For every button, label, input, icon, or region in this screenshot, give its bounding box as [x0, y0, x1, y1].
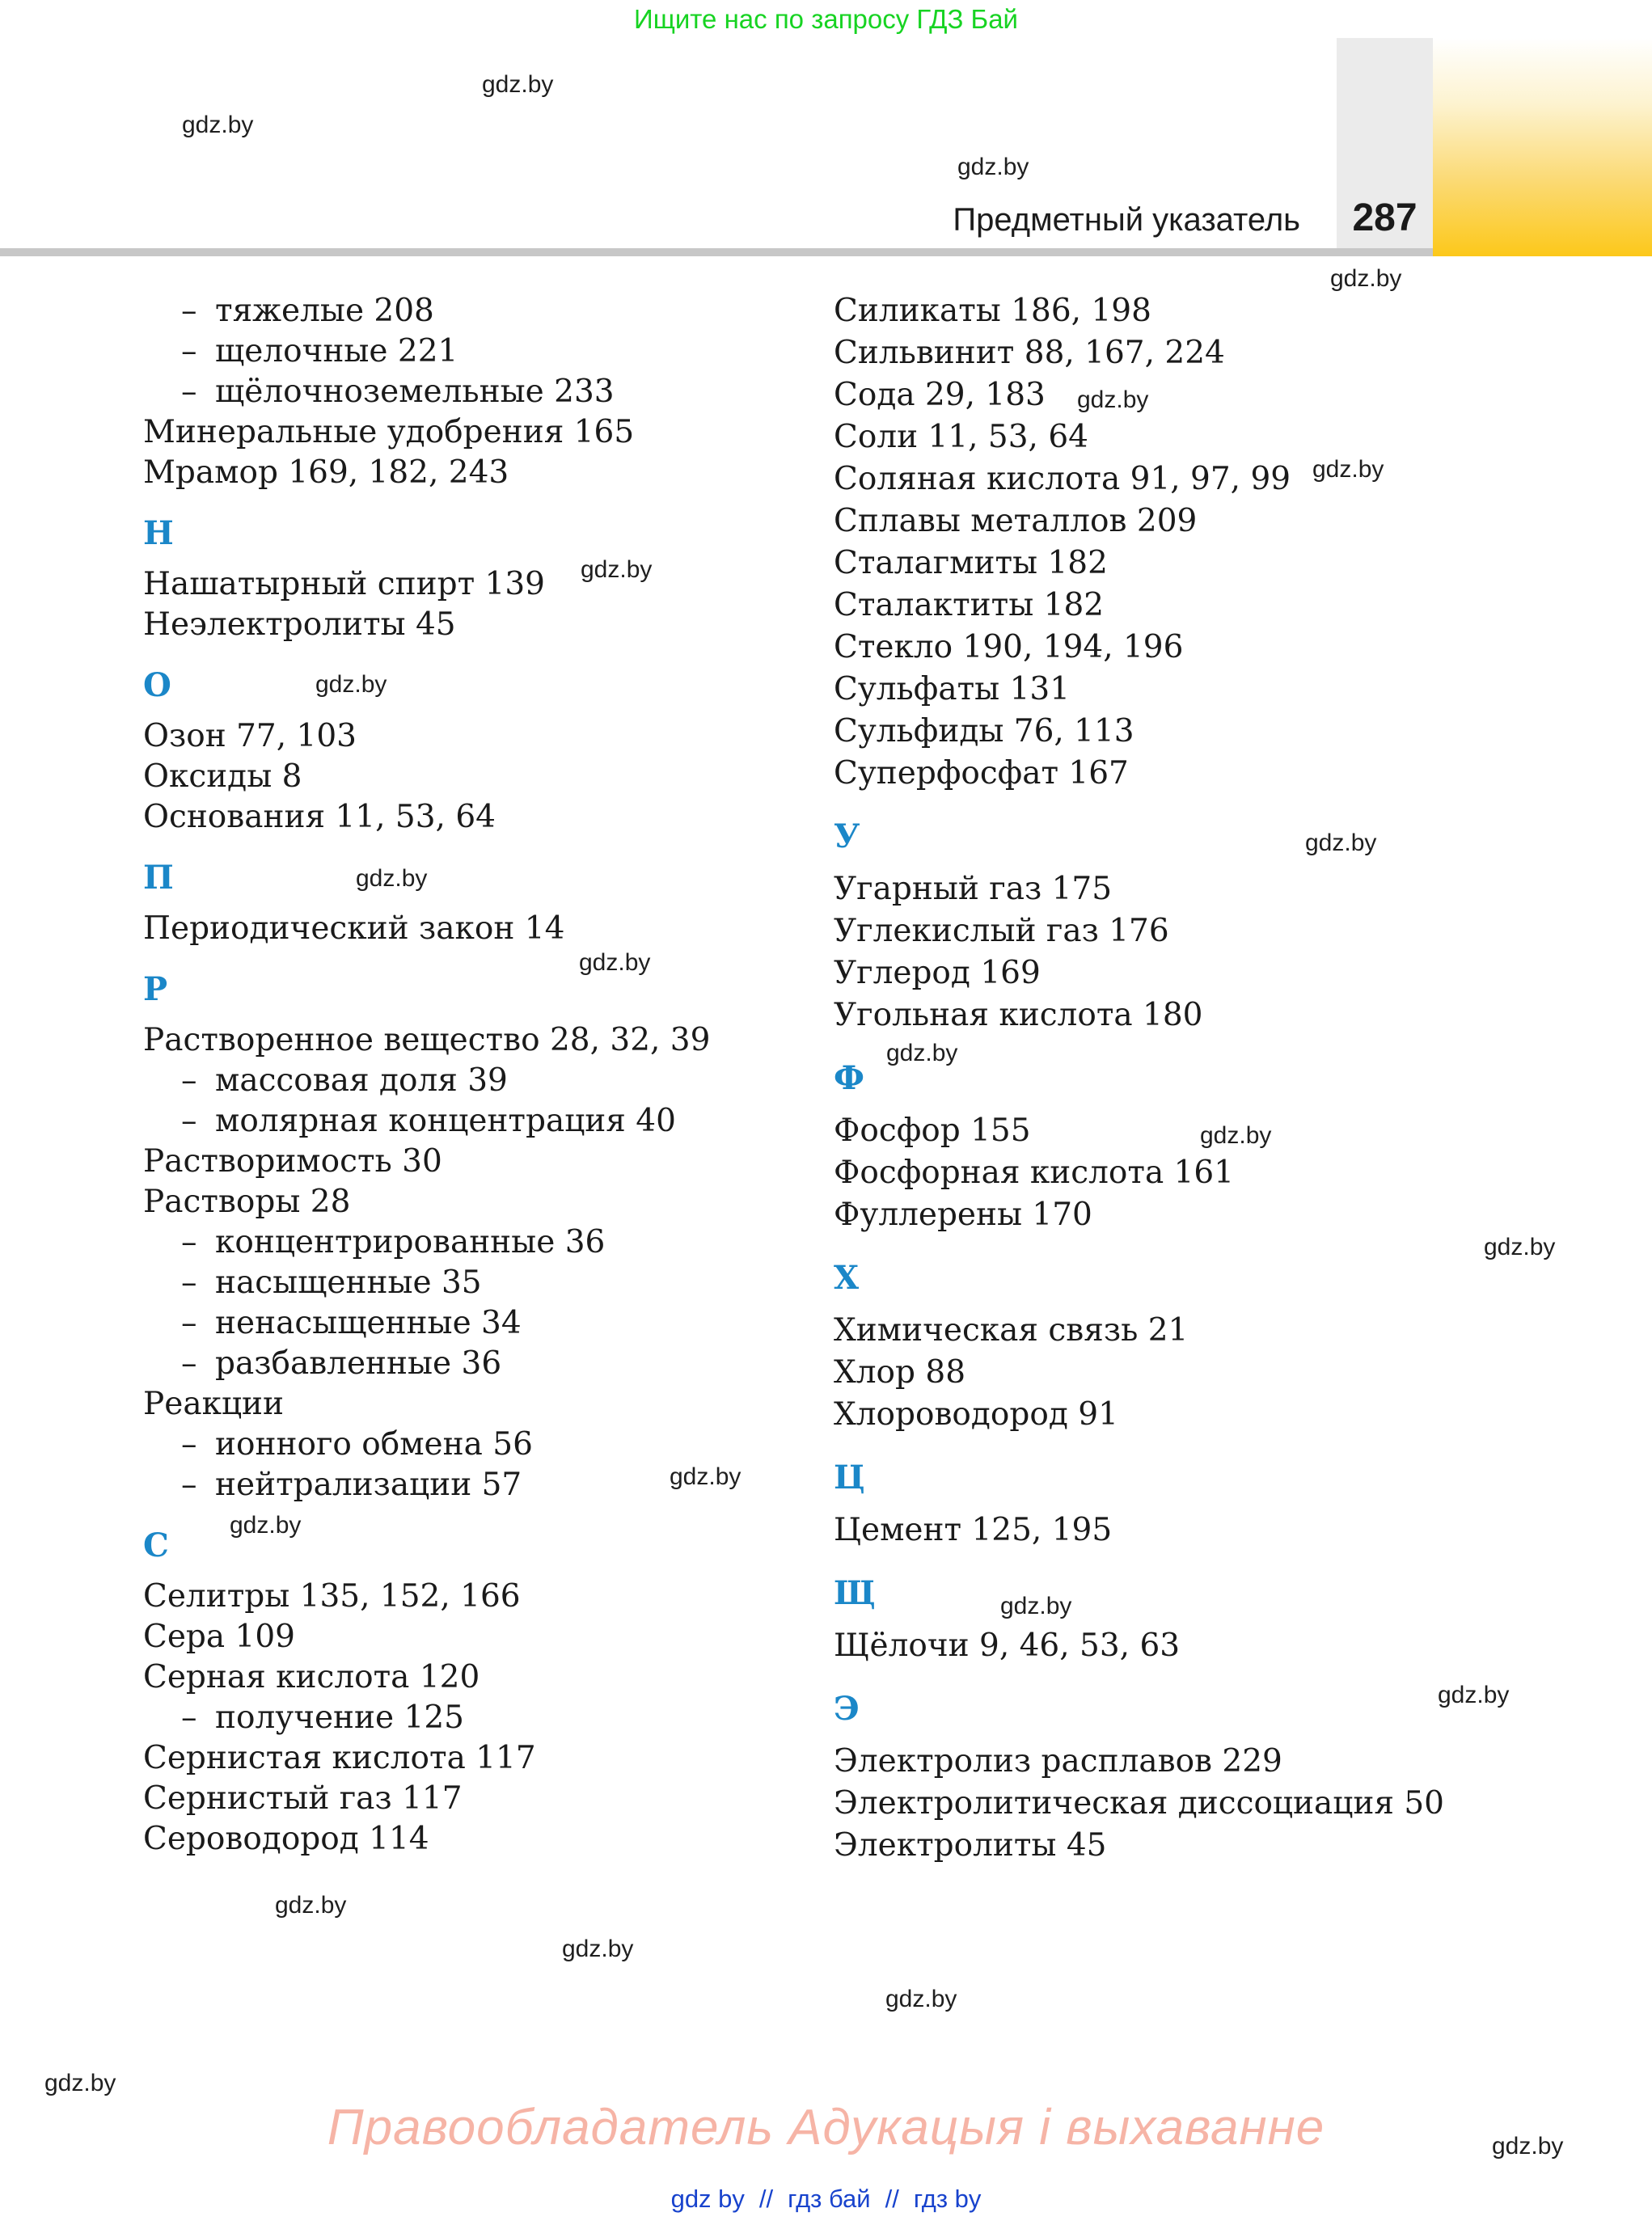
index-entry: – тяжелые 208: [143, 291, 710, 331]
gdz-watermark: gdz.by: [1330, 265, 1402, 292]
index-entry: – молярная концентрация 40: [143, 1101, 710, 1142]
gdz-watermark: gdz.by: [562, 1936, 634, 1962]
section-letter: Ц: [834, 1459, 865, 1497]
page-number-box: [1337, 38, 1433, 248]
index-entry: Фосфорная кислота 161: [834, 1155, 1235, 1191]
gdz-watermark: gdz.by: [1077, 386, 1149, 413]
index-entry: Сернистый газ 117: [143, 1780, 463, 1817]
index-entry: Реакции: [143, 1386, 285, 1422]
index-entry: Серная кислота 120: [143, 1659, 480, 1695]
sub-entry-dash: –: [181, 1426, 197, 1463]
index-entry: Углекислый газ 176: [834, 913, 1169, 949]
index-entry: Хлор 88: [834, 1354, 966, 1391]
corner-gradient: [1433, 38, 1652, 256]
gdz-watermark: gdz.by: [1305, 830, 1377, 856]
gdz-watermark: gdz.by: [1312, 456, 1384, 483]
section-letter: Н: [143, 514, 174, 552]
index-entry: – щелочные 221: [143, 331, 710, 372]
index-entry: Неэлектролиты 45: [143, 606, 456, 643]
sub-entry-dash: –: [181, 333, 197, 369]
footer-link[interactable]: гдз by: [913, 2185, 982, 2213]
index-entry: – щёлочноземельные 233: [143, 372, 710, 412]
gdz-watermark: gdz.by: [581, 556, 653, 583]
index-entry: Сульфаты 131: [834, 671, 1071, 707]
sub-entry-dash: –: [181, 1467, 197, 1503]
index-entry: Сода 29, 183: [834, 377, 1046, 413]
section-letter: Щ: [834, 1574, 876, 1612]
index-entry: Основания 11, 53, 64: [143, 799, 496, 835]
gdz-watermark: gdz.by: [482, 71, 554, 98]
index-entry: – насыщенные 35: [143, 1263, 710, 1303]
section-letter: С: [143, 1526, 169, 1564]
index-entry: Минеральные удобрения 165: [143, 414, 635, 450]
page-number: 287: [1352, 196, 1418, 239]
index-entry: Соляная кислота 91, 97, 99: [834, 461, 1291, 497]
index-entry: – получение 125: [143, 1698, 710, 1738]
promo-banner-text: Ищите нас по запросу ГДЗ Бай: [634, 4, 1018, 34]
gdz-watermark: gdz.by: [315, 671, 387, 698]
section-letter: О: [143, 666, 171, 704]
sub-entry-dash: –: [181, 1345, 197, 1382]
index-entry: Хлороводород 91: [834, 1396, 1118, 1433]
gdz-watermark: gdz.by: [1000, 1593, 1072, 1619]
index-column-right: [834, 290, 1444, 1867]
index-entry: Углерод 169: [834, 955, 1041, 991]
index-entry: Щёлочи 9, 46, 53, 63: [834, 1628, 1181, 1664]
sub-entry-dash: –: [181, 1224, 197, 1260]
index-entry: Фуллерены 170: [834, 1197, 1092, 1233]
index-entry: Электролиты 45: [834, 1827, 1107, 1864]
gdz-watermark: gdz.by: [44, 2070, 116, 2096]
section-letter: Ф: [834, 1059, 864, 1097]
index-entry: Оксиды 8: [143, 758, 302, 795]
index-entry: – разбавленные 36: [143, 1344, 710, 1384]
footer-link-separator: //: [885, 2185, 899, 2213]
index-entry: Угольная кислота 180: [834, 997, 1203, 1033]
gdz-watermark: gdz.by: [275, 1892, 347, 1919]
index-entry: – концентрированные 36: [143, 1222, 710, 1263]
index-entry: – массовая доля 39: [143, 1061, 710, 1101]
index-entry: Угарный газ 175: [834, 871, 1113, 907]
index-entry: – ненасыщенные 34: [143, 1303, 710, 1344]
index-entry: Растворимость 30: [143, 1143, 442, 1180]
section-letter: Р: [143, 970, 168, 1008]
index-entry: Цемент 125, 195: [834, 1512, 1113, 1548]
footer-link[interactable]: gdz by: [670, 2185, 745, 2213]
sub-entry-dash: –: [181, 293, 197, 329]
index-entry: Соли 11, 53, 64: [834, 419, 1088, 455]
gdz-watermark: gdz.by: [957, 154, 1029, 180]
index-entry: – ионного обмена 56: [143, 1425, 710, 1465]
section-letter: П: [143, 859, 174, 897]
index-entry: Мрамор 169, 182, 243: [143, 454, 509, 491]
gdz-watermark: gdz.by: [579, 949, 651, 976]
index-entry: Электролиз расплавов 229: [834, 1743, 1282, 1780]
index-entry: Электролитическая диссоциация 50: [834, 1785, 1444, 1822]
sub-entry-dash: –: [181, 1305, 197, 1341]
footer-link-separator: //: [758, 2185, 774, 2213]
gdz-watermark: gdz.by: [1484, 1234, 1556, 1260]
page-header-title: Предметный указатель: [953, 202, 1300, 238]
sub-entry-dash: –: [181, 1264, 197, 1301]
gdz-watermark: gdz.by: [1200, 1122, 1272, 1149]
gdz-watermark: gdz.by: [670, 1463, 741, 1490]
index-entry: Стекло 190, 194, 196: [834, 629, 1184, 665]
index-entry: Сероводород 114: [143, 1821, 429, 1857]
gdz-watermark: gdz.by: [1438, 1682, 1510, 1708]
index-entry: Сталагмиты 182: [834, 545, 1108, 581]
index-entry: – нейтрализации 57: [143, 1465, 710, 1505]
gdz-watermark: gdz.by: [885, 1986, 957, 2012]
footer-link[interactable]: гдз бай: [788, 2185, 871, 2213]
index-entry: Озон 77, 103: [143, 718, 357, 754]
index-entry: Сернистая кислота 117: [143, 1740, 536, 1776]
sub-entry-dash: –: [181, 374, 197, 410]
index-entry: Фосфор 155: [834, 1112, 1031, 1149]
section-letter: Х: [834, 1259, 860, 1297]
sub-entry-dash: –: [181, 1062, 197, 1099]
index-entry: Сталактиты 182: [834, 587, 1105, 623]
section-letter: У: [834, 817, 860, 855]
header-rule: [0, 248, 1433, 256]
index-column-left: [143, 291, 710, 1860]
index-entry: Сильвинит 88, 167, 224: [834, 335, 1225, 371]
index-entry: Растворы 28: [143, 1184, 351, 1220]
sub-entry-dash: –: [181, 1103, 197, 1139]
section-letter: Э: [834, 1690, 860, 1728]
index-entry: Сера 109: [143, 1619, 295, 1655]
sub-entry-dash: –: [181, 1699, 197, 1736]
index-entry: Химическая связь 21: [834, 1312, 1189, 1349]
index-entry: Сульфиды 76, 113: [834, 713, 1134, 749]
gdz-watermark: gdz.by: [356, 865, 428, 892]
index-entry: Силикаты 186, 198: [834, 293, 1151, 329]
index-entry: Периодический закон 14: [143, 910, 565, 947]
footer-links: [0, 2185, 1652, 2214]
copyright-notice: Правообладатель Адукацыя і выхаванне: [327, 2100, 1325, 2155]
gdz-watermark: gdz.by: [182, 112, 254, 138]
gdz-watermark: gdz.by: [886, 1040, 958, 1066]
index-entry: Растворенное вещество 28, 32, 39: [143, 1022, 711, 1058]
index-entry: Нашатырный спирт 139: [143, 566, 545, 602]
index-entry: Селитры 135, 152, 166: [143, 1578, 521, 1615]
index-entry: Суперфосфат 167: [834, 755, 1129, 792]
index-entry: Сплавы металлов 209: [834, 503, 1198, 539]
gdz-watermark: gdz.by: [230, 1512, 302, 1539]
gdz-watermark: gdz.by: [1492, 2133, 1564, 2160]
